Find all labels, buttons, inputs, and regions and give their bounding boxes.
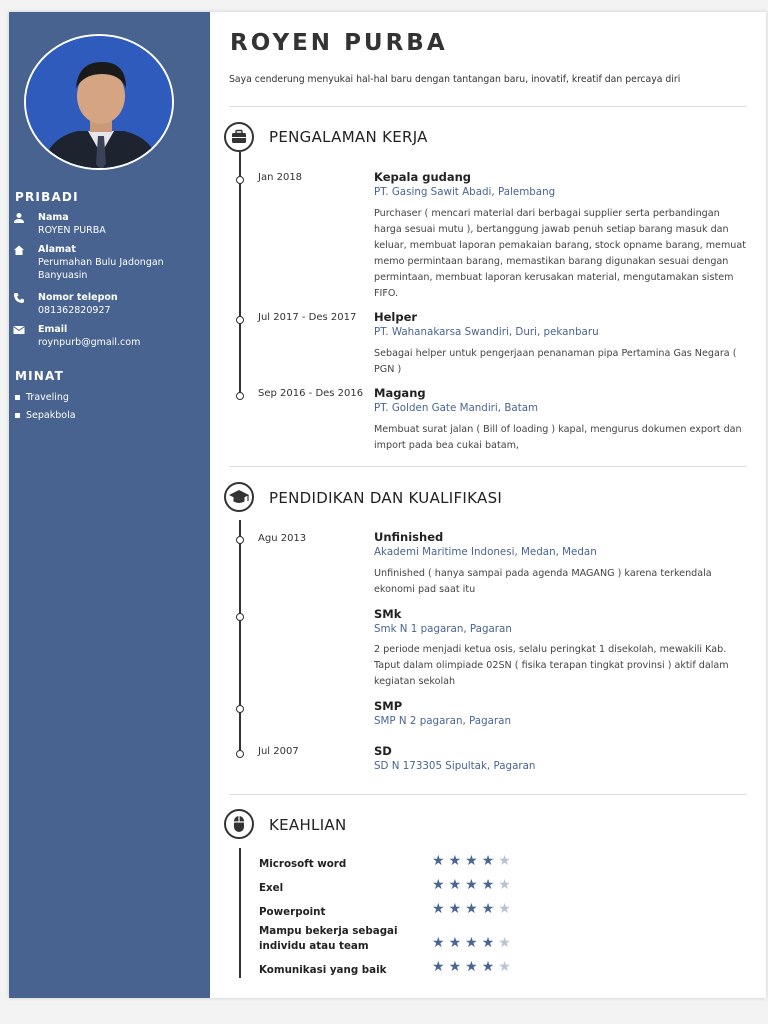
timeline-line xyxy=(239,848,241,978)
main-content xyxy=(210,12,766,998)
star-empty-icon: ★ xyxy=(498,959,515,975)
education-desc: 2 periode menjadi ketua osis, selalu peringkat 1 disekolah, mewakili Kab. Taput dalam olimpiade 02SN ( fisika terapan tingkat provinsi ) aktif dalam kegiatan sekolah xyxy=(374,644,729,687)
resume-page xyxy=(9,12,766,998)
experience-title: PENGALAMAN KERJA xyxy=(269,128,428,146)
star-filled-icon: ★ xyxy=(432,935,449,951)
star-filled-icon: ★ xyxy=(465,853,482,869)
mouse-icon xyxy=(224,809,254,839)
education-org: Akademi Maritime Indonesi, Medan, Medan xyxy=(374,546,597,558)
tagline: Saya cenderung menyukai hal-hal baru dengan tantangan baru, inovatif, kreatif dan percaya diri xyxy=(229,74,681,85)
divider xyxy=(229,466,746,467)
experience-org: PT. Wahanakarsa Swandiri, Duri, pekanbaru xyxy=(374,326,599,338)
experience-date: Jan 2018 xyxy=(258,172,303,183)
star-filled-icon: ★ xyxy=(481,877,499,893)
education-org: SD N 173305 Sipultak, Pagaran xyxy=(374,760,536,772)
timeline-dot xyxy=(236,176,244,184)
star-empty-icon: ★ xyxy=(498,901,515,917)
interest-item: Traveling xyxy=(15,392,69,403)
timeline-dot xyxy=(236,705,244,713)
education-desc: Unfinished ( hanya sampai pada agenda MAGANG ) karena terkendala ekonomi pad saat itu xyxy=(374,568,712,595)
personal-email xyxy=(38,323,203,349)
personal-heading: PRIBADI xyxy=(15,190,79,204)
briefcase-icon xyxy=(224,122,254,152)
skill-name: Mampu bekerja sebagai individu atau team xyxy=(259,925,398,952)
star-filled-icon: ★ xyxy=(465,935,482,951)
education-date: Jul 2007 xyxy=(258,746,299,757)
personal-address-label: Alamat xyxy=(38,244,76,255)
skill-name: Microsoft word xyxy=(259,858,347,870)
mail-icon xyxy=(13,324,25,336)
timeline-line xyxy=(239,520,241,756)
personal-phone xyxy=(38,291,203,317)
personal-name xyxy=(38,211,203,237)
personal-address xyxy=(38,243,203,282)
star-filled-icon: ★ xyxy=(432,853,449,869)
personal-email-value: roynpurb@gmail.com xyxy=(38,337,141,348)
timeline-dot xyxy=(236,316,244,324)
education-role: SMP xyxy=(374,699,403,713)
personal-name-label: Nama xyxy=(38,212,69,223)
education-date: Agu 2013 xyxy=(258,533,307,544)
skill-rating xyxy=(432,877,515,893)
timeline-line xyxy=(239,152,241,396)
home-icon xyxy=(13,244,25,256)
skill-rating xyxy=(432,853,515,869)
star-filled-icon: ★ xyxy=(448,901,466,917)
timeline-dot xyxy=(236,750,244,758)
skill-rating xyxy=(432,935,515,951)
phone-icon xyxy=(13,292,25,304)
star-filled-icon: ★ xyxy=(448,853,466,869)
star-empty-icon: ★ xyxy=(498,935,515,951)
star-filled-icon: ★ xyxy=(465,901,482,917)
experience-role: Kepala gudang xyxy=(374,170,472,184)
timeline-dot xyxy=(236,536,244,544)
sidebar xyxy=(9,12,210,998)
timeline-dot xyxy=(236,392,244,400)
star-filled-icon: ★ xyxy=(432,877,449,893)
interests-heading: MINAT xyxy=(15,369,64,383)
skill-rating xyxy=(432,901,515,917)
experience-role: Helper xyxy=(374,310,418,324)
education-org: SMP N 2 pagaran, Pagaran xyxy=(374,715,511,727)
timeline-dot xyxy=(236,613,244,621)
personal-name-value: ROYEN PURBA xyxy=(38,225,106,236)
experience-role: Magang xyxy=(374,386,426,400)
experience-date: Sep 2016 - Des 2016 xyxy=(258,388,364,399)
profile-photo xyxy=(24,34,174,170)
personal-phone-value: 081362820927 xyxy=(38,305,111,316)
divider xyxy=(229,794,746,795)
star-empty-icon: ★ xyxy=(498,877,515,893)
personal-address-value: Perumahan Bulu Jadongan Banyuasin xyxy=(38,257,164,281)
education-role: SD xyxy=(374,744,392,758)
star-empty-icon: ★ xyxy=(498,853,515,869)
education-role: SMk xyxy=(374,607,402,621)
personal-phone-label: Nomor telepon xyxy=(38,292,118,303)
education-org: Smk N 1 pagaran, Pagaran xyxy=(374,623,512,635)
skill-name: Komunikasi yang baik xyxy=(259,964,387,976)
skill-rating xyxy=(432,959,515,975)
star-filled-icon: ★ xyxy=(432,901,449,917)
interest-item: Sepakbola xyxy=(15,410,76,421)
candidate-name: ROYEN PURBA xyxy=(230,30,448,56)
star-filled-icon: ★ xyxy=(465,877,482,893)
personal-email-label: Email xyxy=(38,324,68,335)
experience-desc: Purchaser ( mencari material dari berbagai supplier serta perbandingan harga sesuai mutu ), bertanggung jawab penuh setiap barang masuk dan keluar, membuat laporan pemakaian barang, stock opname barang, memuat memo permintaan barang, memastikan barang digunakan sesuai dengan permintaan, membuat laporan kerusakan material, mengutamakan sistem FIFO. xyxy=(374,208,747,299)
star-filled-icon: ★ xyxy=(481,935,499,951)
star-filled-icon: ★ xyxy=(432,959,449,975)
star-filled-icon: ★ xyxy=(465,959,482,975)
star-filled-icon: ★ xyxy=(448,935,466,951)
skill-name: Powerpoint xyxy=(259,906,326,918)
divider xyxy=(229,106,746,107)
star-filled-icon: ★ xyxy=(448,877,466,893)
skill-name: Exel xyxy=(259,882,284,894)
skills-title: KEAHLIAN xyxy=(269,816,347,834)
experience-org: PT. Golden Gate Mandiri, Batam xyxy=(374,402,539,414)
graduation-cap-icon xyxy=(224,482,254,512)
experience-desc: Sebagai helper untuk pengerjaan penanaman pipa Pertamina Gas Negara ( PGN ) xyxy=(374,348,737,375)
experience-org: PT. Gasing Sawit Abadi, Palembang xyxy=(374,186,556,198)
star-filled-icon: ★ xyxy=(481,901,499,917)
star-filled-icon: ★ xyxy=(448,959,466,975)
star-filled-icon: ★ xyxy=(481,959,499,975)
star-filled-icon: ★ xyxy=(481,853,499,869)
person-icon xyxy=(13,212,25,224)
education-role: Unfinished xyxy=(374,530,444,544)
education-title: PENDIDIKAN DAN KUALIFIKASI xyxy=(269,489,503,507)
experience-date: Jul 2017 - Des 2017 xyxy=(258,312,357,323)
experience-desc: Membuat surat jalan ( Bill of loading ) kapal, mengurus dokumen export dan import pada bea cukai batam, xyxy=(374,424,742,451)
